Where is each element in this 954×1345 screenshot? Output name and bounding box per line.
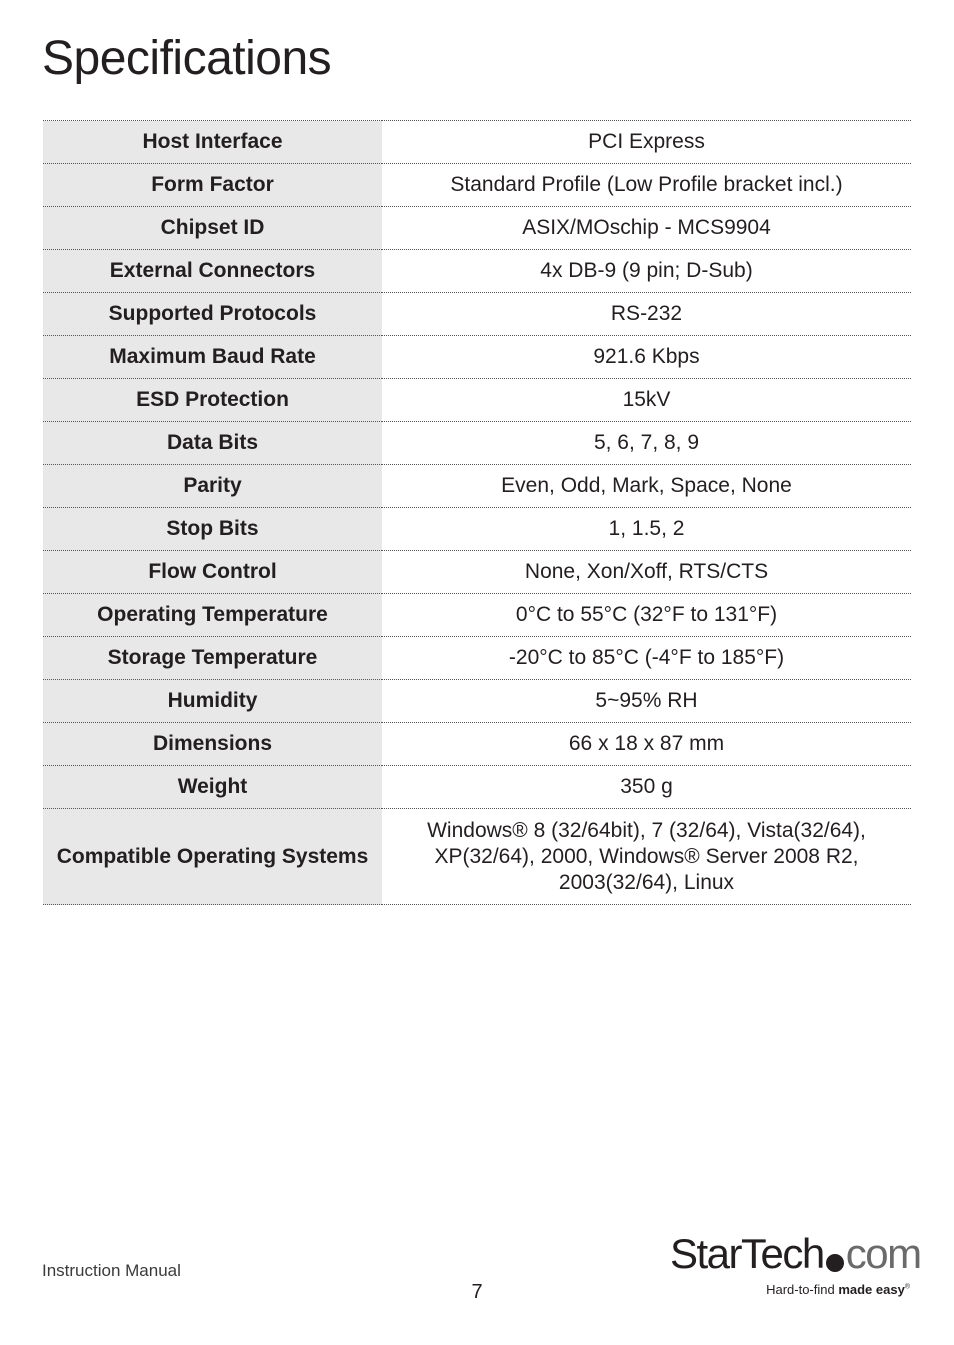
spec-label: External Connectors xyxy=(43,250,382,293)
spec-label: Maximum Baud Rate xyxy=(43,336,382,379)
spec-value: 1, 1.5, 2 xyxy=(382,508,911,551)
logo-wordmark-main: StarTech xyxy=(670,1230,824,1277)
specifications-table xyxy=(43,120,911,905)
spec-row xyxy=(43,121,911,164)
spec-label: Weight xyxy=(43,766,382,809)
spec-value: PCI Express xyxy=(382,121,911,164)
spec-label: Storage Temperature xyxy=(43,637,382,680)
spec-value: Standard Profile (Low Profile bracket incl.) xyxy=(382,164,911,207)
spec-row xyxy=(43,723,911,766)
logo-tagline xyxy=(766,1282,910,1297)
spec-value: 66 x 18 x 87 mm xyxy=(382,723,911,766)
spec-value: 350 g xyxy=(382,766,911,809)
spec-value: 5, 6, 7, 8, 9 xyxy=(382,422,911,465)
logo-wordmark-suffix: com xyxy=(845,1230,921,1277)
spec-label: Form Factor xyxy=(43,164,382,207)
spec-value-line: 2003(32/64), Linux xyxy=(558,870,735,894)
spec-row xyxy=(43,293,911,336)
spec-row xyxy=(43,809,911,905)
spec-value: 15kV xyxy=(382,379,911,422)
spec-row xyxy=(43,207,911,250)
spec-label: Chipset ID xyxy=(43,207,382,250)
spec-value: Even, Odd, Mark, Space, None xyxy=(382,465,911,508)
logo-tagline-bold: made easy xyxy=(838,1282,905,1297)
spec-label: Flow Control xyxy=(43,551,382,594)
spec-value: RS-232 xyxy=(382,293,911,336)
spec-row xyxy=(43,164,911,207)
spec-row xyxy=(43,379,911,422)
page-title: Specifications xyxy=(42,32,332,85)
page-number: 7 xyxy=(471,1281,483,1303)
spec-row xyxy=(43,680,911,723)
spec-label: Data Bits xyxy=(43,422,382,465)
spec-value xyxy=(382,809,911,905)
logo-dot-icon xyxy=(826,1254,844,1272)
spec-label: Stop Bits xyxy=(43,508,382,551)
spec-row xyxy=(43,637,911,680)
startech-logo xyxy=(670,1230,921,1305)
spec-row xyxy=(43,250,911,293)
spec-row xyxy=(43,594,911,637)
spec-value: 5~95% RH xyxy=(382,680,911,723)
spec-row xyxy=(43,551,911,594)
spec-value-line: Windows® 8 (32/64bit), 7 (32/64), Vista(32/64), xyxy=(427,818,866,842)
spec-label: Compatible Operating Systems xyxy=(43,809,382,905)
footer-document-label: Instruction Manual xyxy=(42,1261,181,1280)
logo-tagline-light: Hard-to-find xyxy=(766,1282,839,1297)
spec-value: -20°C to 85°C (-4°F to 185°F) xyxy=(382,637,911,680)
spec-label: ESD Protection xyxy=(43,379,382,422)
spec-label: Host Interface xyxy=(43,121,382,164)
spec-row xyxy=(43,422,911,465)
logo-wordmark xyxy=(670,1230,921,1278)
spec-row xyxy=(43,766,911,809)
spec-value: 4x DB-9 (9 pin; D-Sub) xyxy=(382,250,911,293)
spec-label: Humidity xyxy=(43,680,382,723)
spec-label: Dimensions xyxy=(43,723,382,766)
registered-mark: ® xyxy=(904,1283,910,1291)
spec-value: None, Xon/Xoff, RTS/CTS xyxy=(382,551,911,594)
spec-row xyxy=(43,465,911,508)
spec-value: ASIX/MOschip - MCS9904 xyxy=(382,207,911,250)
spec-value: 0°C to 55°C (32°F to 131°F) xyxy=(382,594,911,637)
spec-label: Parity xyxy=(43,465,382,508)
spec-value-line: XP(32/64), 2000, Windows® Server 2008 R2, xyxy=(434,844,859,868)
spec-label: Supported Protocols xyxy=(43,293,382,336)
spec-label: Operating Temperature xyxy=(43,594,382,637)
spec-row xyxy=(43,336,911,379)
spec-row xyxy=(43,508,911,551)
spec-value: 921.6 Kbps xyxy=(382,336,911,379)
